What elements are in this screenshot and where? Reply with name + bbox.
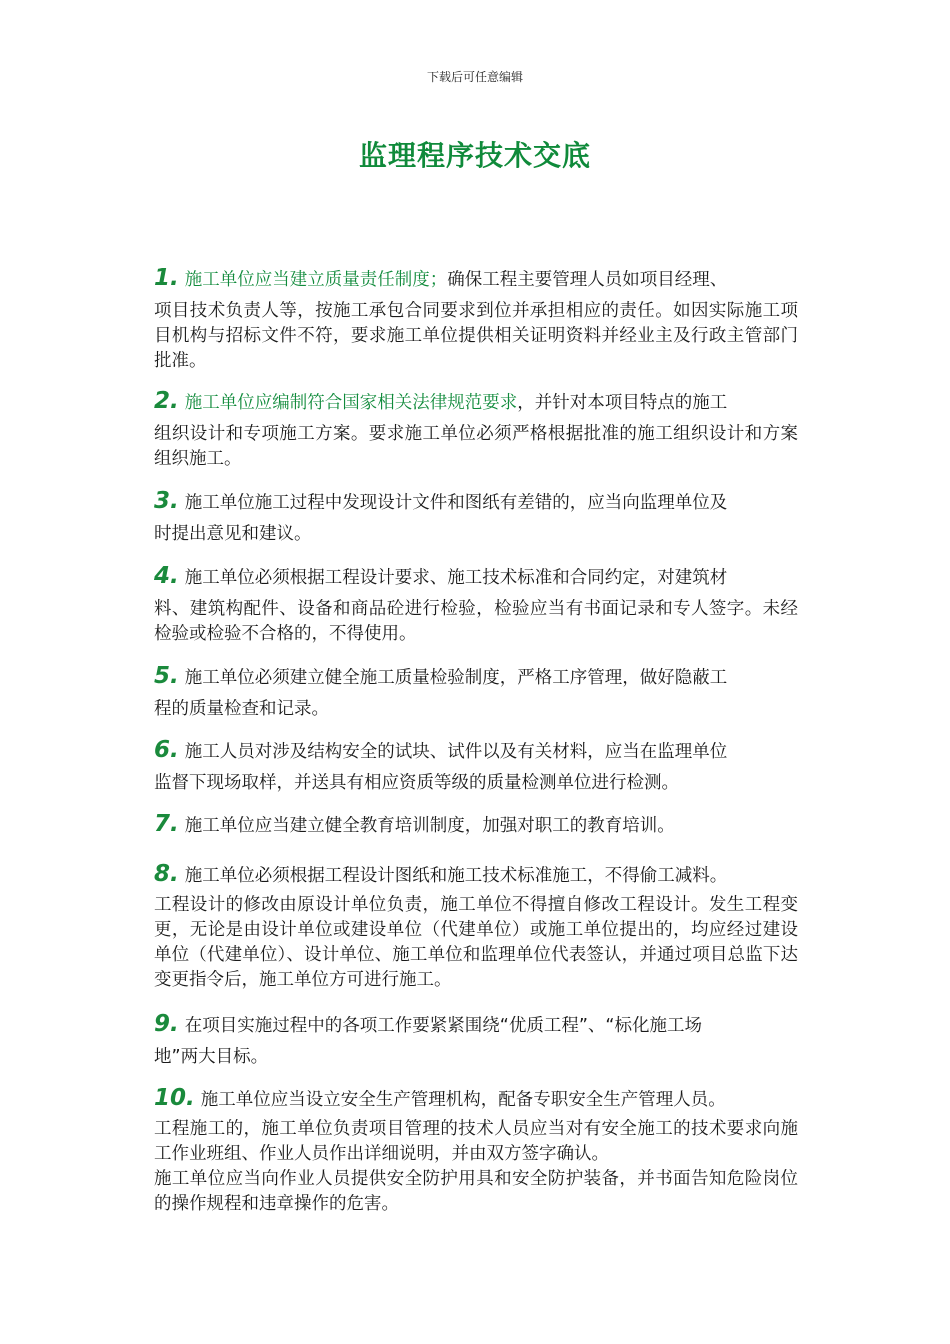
item-number: 9.: [154, 1011, 179, 1037]
list-item: [154, 262, 798, 374]
item-first-line: 施工单位应当设立安全生产管理机构，配备专职安全生产管理人员。: [200, 1090, 726, 1110]
item-body: 工程设计的修改由原设计单位负责，施工单位不得擅自修改工程设计。发生工程变更，无论是由设计单位或建设单位（代建单位）或施工单位提出的，均应经过建设单位（代建单位）、设计单位、施工单位和监理单位代表签认，并通过项目总监下达变更指令后，施工单位方可进行施工。: [154, 895, 798, 990]
item-number: 6.: [154, 737, 179, 763]
item-first-line: 在项目实施过程中的各项工作要紧紧围绕“优质工程”、“标化施工场: [184, 1016, 702, 1036]
item-first-line: 施工单位必须建立健全施工质量检验制度，严格工序管理，做好隐蔽工: [184, 668, 728, 688]
item-number: 10.: [154, 1085, 195, 1111]
document-title: 监理程序技术交底: [358, 139, 591, 172]
list-item: [154, 660, 798, 722]
list-item: [154, 808, 798, 842]
item-number: 8.: [154, 861, 179, 887]
item-highlight: 施工单位应编制符合国家相关法律规范要求: [184, 393, 518, 413]
item-number: 3.: [154, 488, 179, 514]
item-first-line: 施工单位必须根据工程设计图纸和施工技术标准施工，不得偷工减料。: [184, 866, 728, 886]
item-first-line: 施工单位应当建立健全教育培训制度，加强对职工的教育培训。: [184, 816, 675, 836]
item-first-line: 确保工程主要管理人员如项目经理、: [447, 270, 728, 290]
item-body: 地”两大目标。: [154, 1047, 269, 1067]
list-item: [154, 734, 798, 796]
item-number: 4.: [154, 563, 179, 589]
item-highlight: 施工单位应当建立质量责任制度；: [184, 270, 448, 290]
item-first-line: ，并针对本项目特点的施工: [517, 393, 728, 413]
item-first-line: 施工单位施工过程中发现设计文件和图纸有差错的，应当向监理单位及: [184, 493, 728, 513]
item-first-line: 施工单位必须根据工程设计要求、施工技术标准和合同约定，对建筑材: [184, 568, 728, 588]
item-body: 料、建筑构配件、设备和商品砼进行检验，检验应当有书面记录和专人签字。未经检验或检验不合格的，不得使用。: [154, 599, 798, 644]
list-item: [154, 560, 798, 647]
item-body: 监督下现场取样，并送具有相应资质等级的质量检测单位进行检测。: [154, 773, 679, 793]
item-number: 7.: [154, 811, 179, 837]
item-number: 5.: [154, 663, 179, 689]
list-item: [154, 485, 798, 547]
item-number: 2.: [154, 388, 179, 414]
item-body: 时提出意见和建议。: [154, 524, 312, 544]
item-body: 组织设计和专项施工方案。要求施工单位必须严格根据批准的施工组织设计和方案组织施工。: [154, 424, 798, 469]
list-item: [154, 1008, 798, 1070]
item-body: 工程施工的，施工单位负责项目管理的技术人员应当对有安全施工的技术要求向施工作业班组、作业人员作出详细说明，并由双方签字确认。: [154, 1119, 798, 1164]
item-body: 项目技术负责人等，按施工承包合同要求到位并承担相应的责任。如因实际施工项目机构与招标文件不符，要求施工单位提供相关证明资料并经业主及行政主管部门批准。: [154, 301, 798, 371]
item-body: 程的质量检查和记录。: [154, 699, 329, 719]
list-item: [154, 858, 798, 993]
item-number: 1.: [154, 265, 179, 291]
list-item: [154, 1082, 798, 1217]
list-item: [154, 385, 798, 472]
header-note: 下载后可任意编辑: [426, 70, 523, 84]
item-first-line: 施工人员对涉及结构安全的试块、试件以及有关材料，应当在监理单位: [184, 742, 728, 762]
item-body-extra: 施工单位应当向作业人员提供安全防护用具和安全防护装备，并书面告知危险岗位的操作规程和违章操作的危害。: [154, 1169, 798, 1214]
